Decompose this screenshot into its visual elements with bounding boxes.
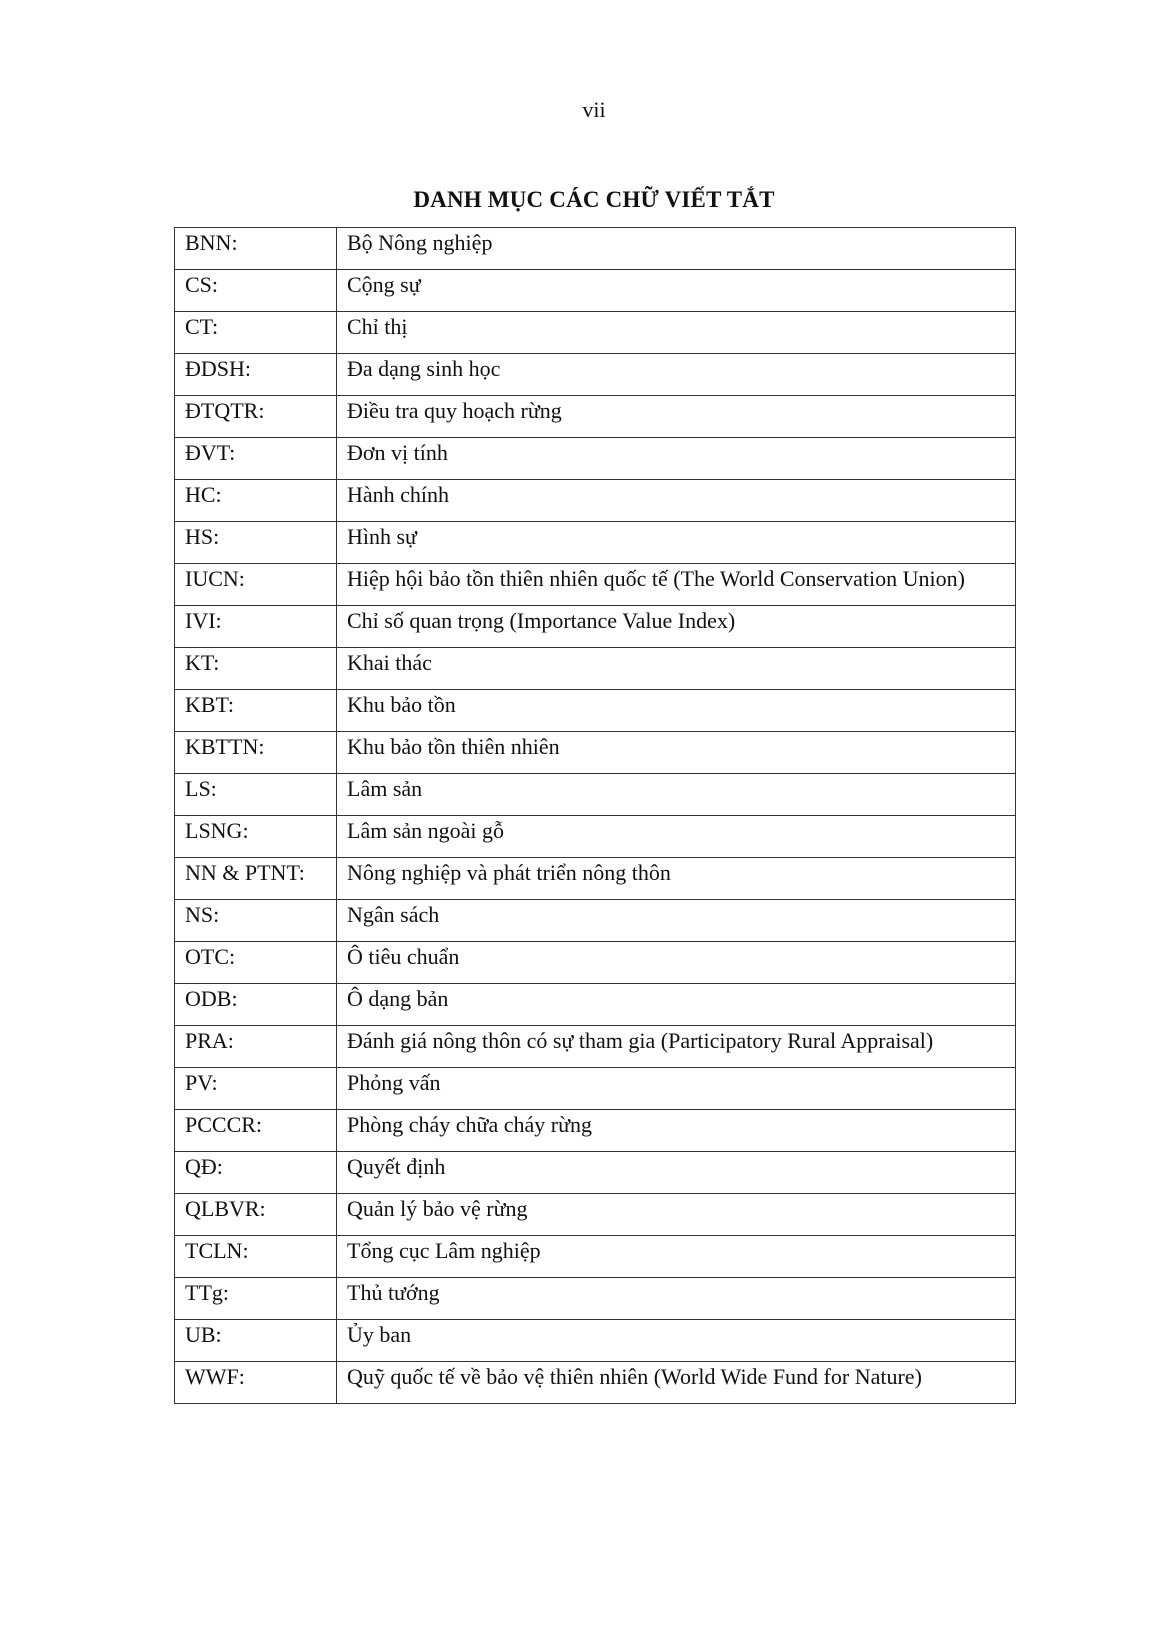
abbreviation-cell: CT: <box>175 312 337 354</box>
meaning-cell: Điều tra quy hoạch rừng <box>337 396 1016 438</box>
meaning-cell: Quyết định <box>337 1152 1016 1194</box>
meaning-cell: Quỹ quốc tế về bảo vệ thiên nhiên (World Wide Fund for Nature) <box>337 1362 1016 1404</box>
table-row <box>175 270 1016 312</box>
abbreviation-cell: PV: <box>175 1068 337 1110</box>
table-row <box>175 816 1016 858</box>
meaning-cell: Lâm sản <box>337 774 1016 816</box>
abbreviation-cell: ĐTQTR: <box>175 396 337 438</box>
page-title: DANH MỤC CÁC CHỮ VIẾT TẮT <box>413 187 775 212</box>
meaning-cell: Quản lý bảo vệ rừng <box>337 1194 1016 1236</box>
meaning-cell: Ủy ban <box>337 1320 1016 1362</box>
table-row <box>175 1110 1016 1152</box>
table-row <box>175 774 1016 816</box>
table-row <box>175 1320 1016 1362</box>
table-row <box>175 606 1016 648</box>
meaning-cell: Đa dạng sinh học <box>337 354 1016 396</box>
abbreviation-cell: IVI: <box>175 606 337 648</box>
table-row <box>175 228 1016 270</box>
meaning-cell: Ô tiêu chuẩn <box>337 942 1016 984</box>
abbreviations-table-body <box>175 228 1016 1404</box>
abbreviation-cell: KBT: <box>175 690 337 732</box>
table-row <box>175 396 1016 438</box>
meaning-cell: Hành chính <box>337 480 1016 522</box>
meaning-cell: Hiệp hội bảo tồn thiên nhiên quốc tế (The World Conservation Union) <box>337 564 1016 606</box>
table-row <box>175 1026 1016 1068</box>
meaning-cell: Phỏng vấn <box>337 1068 1016 1110</box>
abbreviation-cell: LSNG: <box>175 816 337 858</box>
abbreviation-cell: ĐDSH: <box>175 354 337 396</box>
abbreviation-cell: ODB: <box>175 984 337 1026</box>
table-row <box>175 858 1016 900</box>
meaning-cell: Khu bảo tồn <box>337 690 1016 732</box>
page-number: vii <box>582 97 606 122</box>
abbreviation-cell: UB: <box>175 1320 337 1362</box>
meaning-cell: Lâm sản ngoài gỗ <box>337 816 1016 858</box>
abbreviation-cell: QĐ: <box>175 1152 337 1194</box>
meaning-cell: Đánh giá nông thôn có sự tham gia (Participatory Rural Appraisal) <box>337 1026 1016 1068</box>
abbreviation-cell: KBTTN: <box>175 732 337 774</box>
abbreviation-cell: HC: <box>175 480 337 522</box>
meaning-cell: Phòng cháy chữa cháy rừng <box>337 1110 1016 1152</box>
abbreviation-cell: OTC: <box>175 942 337 984</box>
table-row <box>175 1362 1016 1404</box>
meaning-cell: Nông nghiệp và phát triển nông thôn <box>337 858 1016 900</box>
table-row <box>175 438 1016 480</box>
meaning-cell: Cộng sự <box>337 270 1016 312</box>
abbreviation-cell: NN & PTNT: <box>175 858 337 900</box>
table-row <box>175 1152 1016 1194</box>
meaning-cell: Tổng cục Lâm nghiệp <box>337 1236 1016 1278</box>
meaning-cell: Thủ tướng <box>337 1278 1016 1320</box>
table-row <box>175 1236 1016 1278</box>
abbreviation-cell: TCLN: <box>175 1236 337 1278</box>
meaning-cell: Bộ Nông nghiệp <box>337 228 1016 270</box>
abbreviation-cell: CS: <box>175 270 337 312</box>
meaning-cell: Đơn vị tính <box>337 438 1016 480</box>
table-row <box>175 984 1016 1026</box>
table-row <box>175 522 1016 564</box>
table-row <box>175 1068 1016 1110</box>
abbreviation-cell: BNN: <box>175 228 337 270</box>
meaning-cell: Chỉ thị <box>337 312 1016 354</box>
meaning-cell: Ô dạng bản <box>337 984 1016 1026</box>
table-row <box>175 900 1016 942</box>
abbreviation-cell: TTg: <box>175 1278 337 1320</box>
table-row <box>175 1278 1016 1320</box>
table-row <box>175 1194 1016 1236</box>
table-row <box>175 942 1016 984</box>
table-row <box>175 690 1016 732</box>
table-row <box>175 732 1016 774</box>
meaning-cell: Khu bảo tồn thiên nhiên <box>337 732 1016 774</box>
abbreviation-cell: IUCN: <box>175 564 337 606</box>
meaning-cell: Chỉ số quan trọng (Importance Value Index) <box>337 606 1016 648</box>
meaning-cell: Ngân sách <box>337 900 1016 942</box>
meaning-cell: Hình sự <box>337 522 1016 564</box>
meaning-cell: Khai thác <box>337 648 1016 690</box>
table-row <box>175 564 1016 606</box>
abbreviation-cell: QLBVR: <box>175 1194 337 1236</box>
abbreviation-cell: KT: <box>175 648 337 690</box>
abbreviations-table <box>174 227 1016 1404</box>
table-row <box>175 480 1016 522</box>
abbreviation-cell: NS: <box>175 900 337 942</box>
abbreviation-cell: PRA: <box>175 1026 337 1068</box>
abbreviation-cell: LS: <box>175 774 337 816</box>
abbreviation-cell: PCCCR: <box>175 1110 337 1152</box>
table-row <box>175 312 1016 354</box>
table-row <box>175 648 1016 690</box>
abbreviation-cell: HS: <box>175 522 337 564</box>
abbreviation-cell: ĐVT: <box>175 438 337 480</box>
table-row <box>175 354 1016 396</box>
abbreviation-cell: WWF: <box>175 1362 337 1404</box>
